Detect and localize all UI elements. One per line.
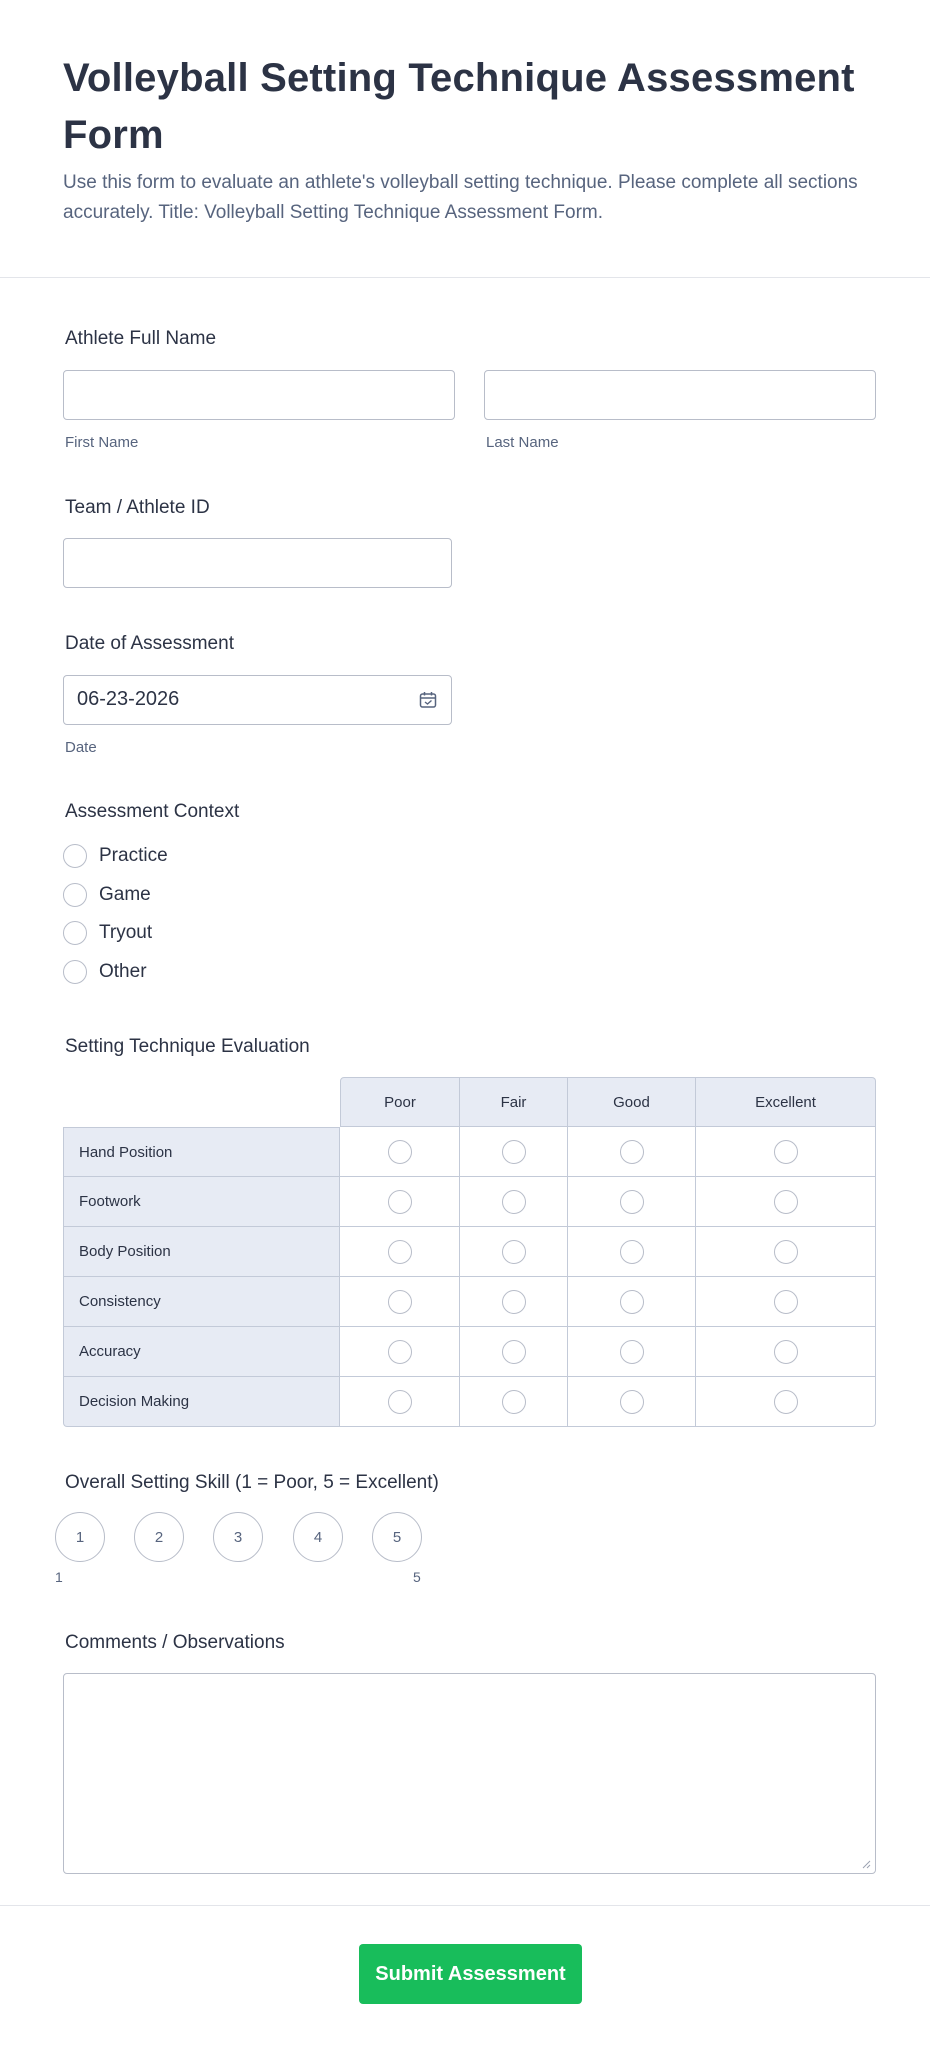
scale-option-3[interactable]: 3 [213,1512,263,1562]
matrix-cell [340,1327,460,1377]
matrix-cell [568,1327,696,1377]
matrix-cell [460,1127,568,1177]
matrix-cell [568,1127,696,1177]
form-title: Volleyball Setting Technique Assessment Form [63,56,855,157]
matrix-row-label: Decision Making [63,1377,340,1427]
radio-button[interactable] [620,1190,644,1214]
radio-button[interactable] [620,1140,644,1164]
scale-option-4[interactable]: 4 [293,1512,343,1562]
context-label: Assessment Context [65,801,240,822]
athlete-name-label: Athlete Full Name [65,328,217,349]
matrix-header-excellent: Excellent [696,1077,876,1127]
radio-button[interactable] [63,960,87,984]
submit-button[interactable]: Submit Assessment [359,1944,582,2004]
matrix-cell [340,1227,460,1277]
form-header [0,0,930,282]
radio-button[interactable] [388,1240,412,1264]
radio-button[interactable] [774,1290,798,1314]
scale-option-5[interactable]: 5 [372,1512,422,1562]
radio-button[interactable] [502,1140,526,1164]
comments-label: Comments / Observations [65,1632,285,1653]
context-option-label: Game [99,884,151,905]
date-value: 06-23-2026 [77,688,180,710]
team-id-label: Team / Athlete ID [65,497,210,518]
context-option-other[interactable] [63,957,147,987]
first-name-input[interactable] [63,370,455,420]
scale-min-label: 1 [55,1569,63,1585]
radio-button[interactable] [620,1390,644,1414]
matrix-cell [568,1177,696,1227]
radio-button[interactable] [63,921,87,945]
matrix-cell [696,1377,876,1427]
matrix-header-fair: Fair [460,1077,568,1127]
context-option-tryout[interactable] [63,918,152,948]
matrix-cell [460,1227,568,1277]
context-option-practice[interactable] [63,841,168,871]
matrix-cell [568,1377,696,1427]
scale-max-label: 5 [413,1569,421,1585]
footer-divider [0,1905,930,1906]
radio-button[interactable] [388,1190,412,1214]
matrix-header-poor: Poor [340,1077,460,1127]
context-option-label: Other [99,961,147,982]
radio-button[interactable] [774,1390,798,1414]
context-option-label: Practice [99,845,168,866]
matrix-cell [696,1227,876,1277]
matrix-header-good: Good [568,1077,696,1127]
matrix-row-label: Consistency [63,1277,340,1327]
matrix-cell [696,1127,876,1177]
first-name-sublabel: First Name [65,434,139,451]
matrix-row-label: Footwork [63,1177,340,1227]
matrix-row-label: Accuracy [63,1327,340,1377]
matrix-row-label: Body Position [63,1227,340,1277]
matrix-row-label: Hand Position [63,1127,340,1177]
date-sublabel: Date [65,739,97,756]
radio-button[interactable] [502,1340,526,1364]
matrix-cell [696,1177,876,1227]
overall-skill-label: Overall Setting Skill (1 = Poor, 5 = Excellent) [65,1472,439,1493]
comments-textarea[interactable] [63,1673,876,1874]
date-label: Date of Assessment [65,633,234,654]
matrix-cell [340,1277,460,1327]
radio-button[interactable] [388,1390,412,1414]
matrix-cell [460,1377,568,1427]
radio-button[interactable] [620,1240,644,1264]
radio-button[interactable] [63,883,87,907]
calendar-icon[interactable] [419,691,437,709]
radio-button[interactable] [774,1140,798,1164]
header-divider [0,277,930,278]
radio-button[interactable] [620,1290,644,1314]
matrix-cell [340,1377,460,1427]
scale-option-1[interactable]: 1 [55,1512,105,1562]
radio-button[interactable] [502,1190,526,1214]
radio-button[interactable] [774,1340,798,1364]
radio-button[interactable] [63,844,87,868]
matrix-cell [460,1327,568,1377]
radio-button[interactable] [502,1290,526,1314]
scale-option-2[interactable]: 2 [134,1512,184,1562]
radio-button[interactable] [388,1290,412,1314]
form-description: Use this form to evaluate an athlete's volleyball setting technique. Please complete all sections accurately. Title: Volleyball Setting Technique Assessment Form. [63,172,858,223]
radio-button[interactable] [620,1340,644,1364]
last-name-sublabel: Last Name [486,434,559,451]
matrix-cell [696,1327,876,1377]
date-input[interactable] [63,675,452,725]
matrix-cell [696,1277,876,1327]
radio-button[interactable] [502,1390,526,1414]
radio-button[interactable] [502,1240,526,1264]
last-name-input[interactable] [484,370,876,420]
radio-button[interactable] [774,1240,798,1264]
matrix-cell [568,1227,696,1277]
radio-button[interactable] [388,1340,412,1364]
matrix-cell [340,1127,460,1177]
radio-button[interactable] [388,1140,412,1164]
radio-button[interactable] [774,1190,798,1214]
context-option-game[interactable] [63,880,151,910]
matrix-cell [340,1177,460,1227]
matrix-cell [460,1277,568,1327]
evaluation-label: Setting Technique Evaluation [65,1036,310,1057]
context-option-label: Tryout [99,922,153,943]
resize-handle-icon[interactable] [861,1859,871,1869]
matrix-cell [460,1177,568,1227]
team-id-input[interactable] [63,538,452,588]
matrix-cell [568,1277,696,1327]
